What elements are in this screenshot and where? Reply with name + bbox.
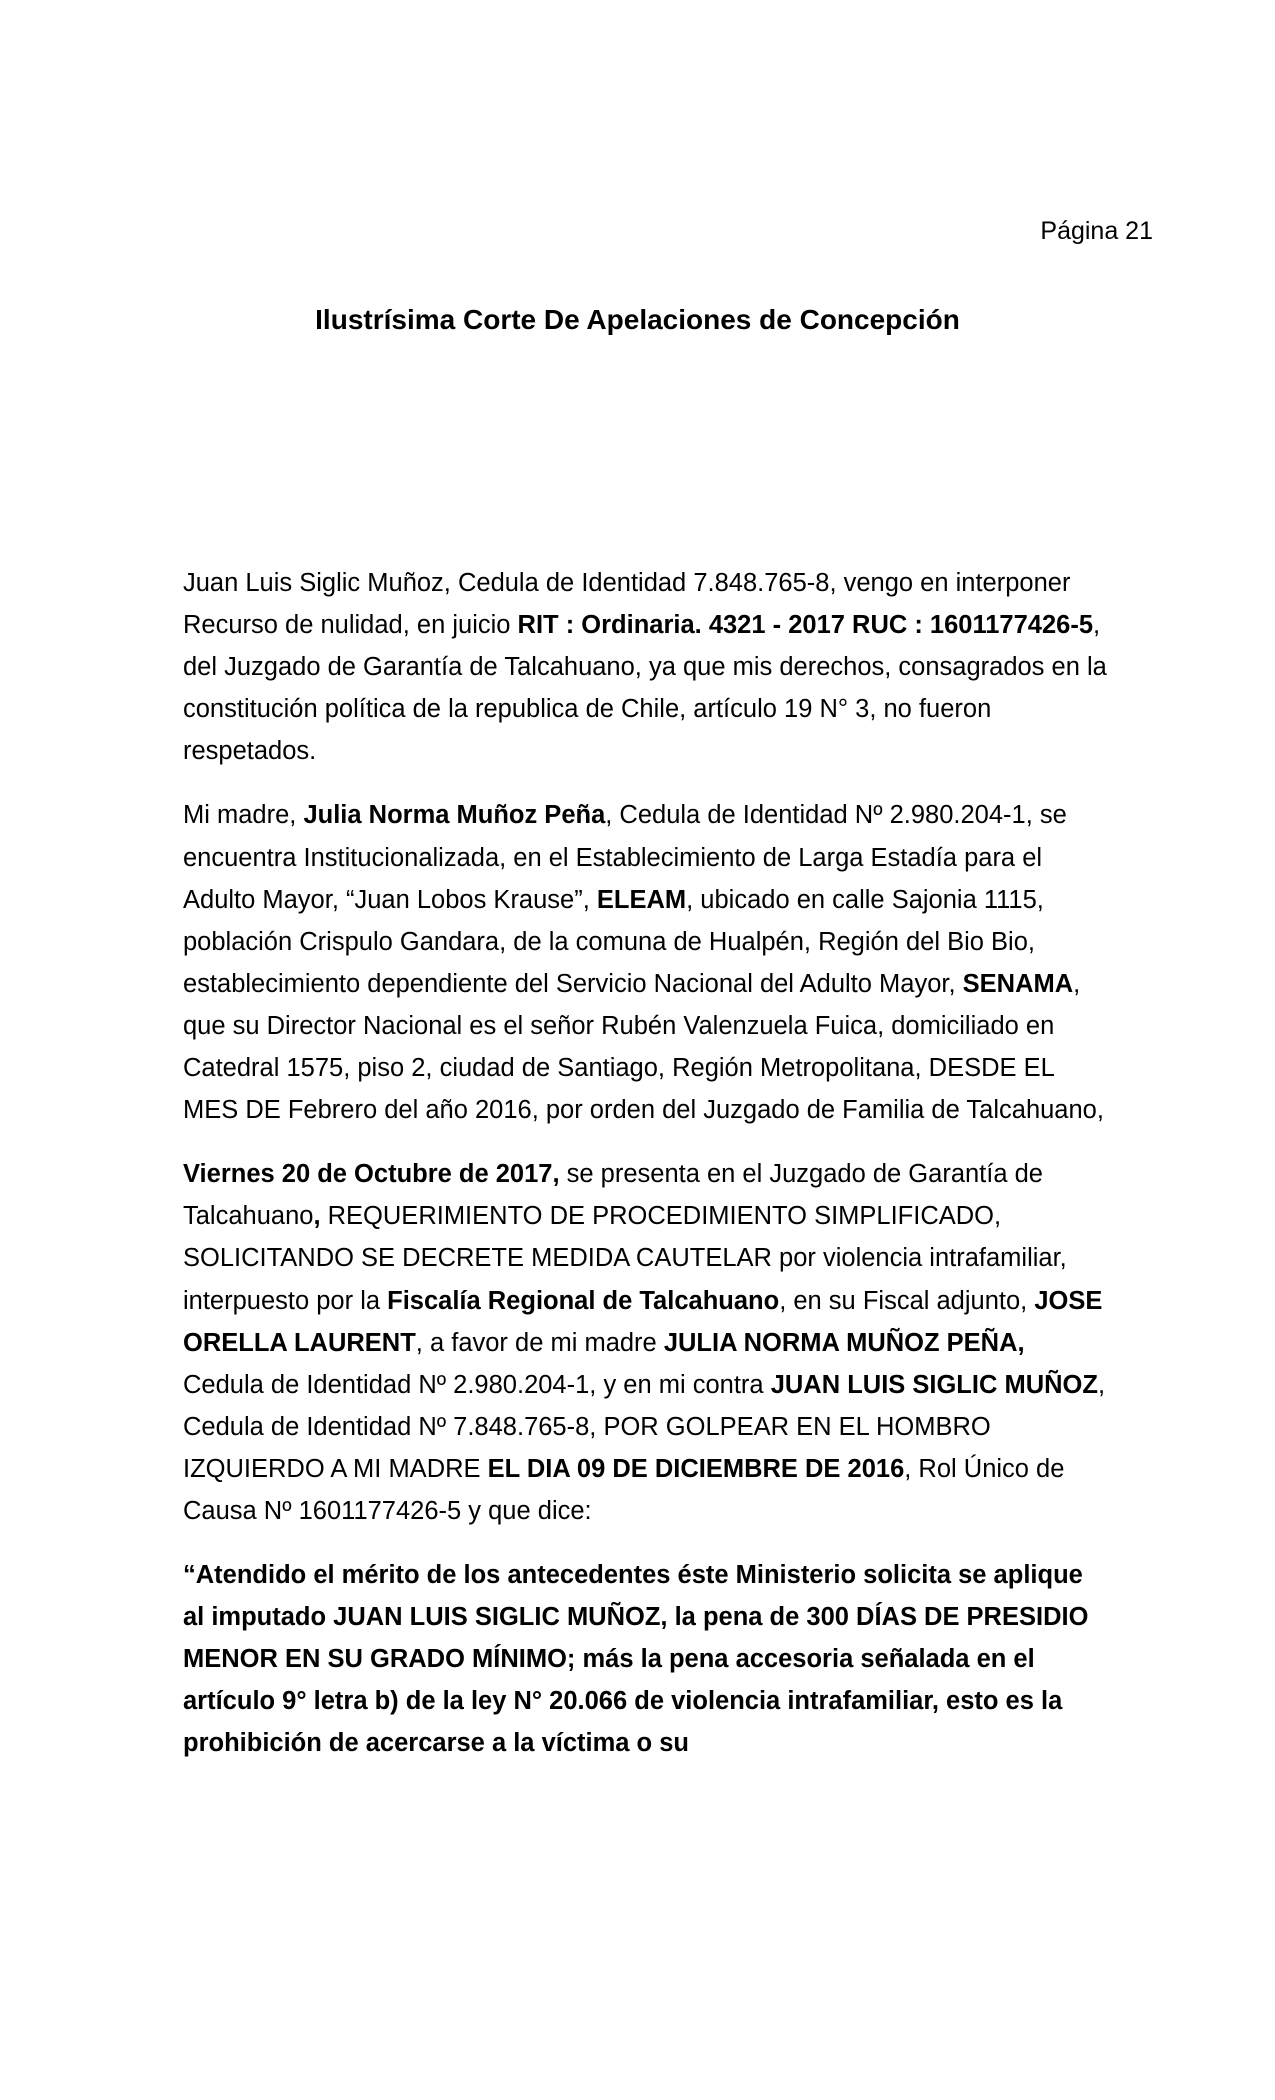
text-segment: , a favor de mi madre bbox=[415, 1328, 664, 1357]
text-segment: , que su Director Nacional es el señor Rubén Valenzuela Fuica, domiciliado en Catedral 1575, piso 2, ciudad de Santiago, Región Metropolitana, DESDE EL MES DE Febrero del año 2016, por orden del Juzgado de Familia de Talcahuano, bbox=[183, 969, 1104, 1125]
text-segment: , ubicado en calle Sajonia 1115, población Crispulo Gandara, de la comuna de Hualpén, Región del Bio Bio, establecimiento dependiente del Servicio Nacional del Adulto Mayor, bbox=[183, 885, 1044, 998]
page-number: Página 21 bbox=[1040, 217, 1153, 245]
text-segment: REQUERIMIENTO DE PROCEDIMIENTO SIMPLIFICADO, SOLICITANDO SE DECRETE MEDIDA CAUTELAR por violencia intrafamiliar, interpuesto por la bbox=[183, 1202, 1067, 1315]
paragraph-requerimiento bbox=[183, 1153, 1108, 1532]
paragraph-recurso bbox=[183, 562, 1108, 772]
bold-name: Julia Norma Muñoz Peña bbox=[303, 801, 606, 830]
text-segment: , Rol Único de Causa Nº 1601177426-5 y que dice: bbox=[183, 1454, 1065, 1525]
bold-acronym: ELEAM bbox=[596, 885, 687, 914]
bold-acronym: SENAMA bbox=[962, 969, 1074, 998]
text-segment: , en su Fiscal adjunto, bbox=[779, 1286, 1035, 1315]
document-body bbox=[183, 562, 1108, 1787]
paragraph-quote: “Atendido el mérito de los antecedentes éste Ministerio solicita se aplique al imputado JUAN LUIS SIGLIC MUÑOZ, la pena de 300 DÍAS DE PRESIDIO MENOR EN SU GRADO MÍNIMO; más la pena accesoria señalada en el artículo 9° letra b) de la ley N° 20.066 de violencia intrafamiliar, esto es la prohibición de acercarse a la víctima o su bbox=[183, 1561, 1089, 1758]
text-segment: , Cedula de Identidad Nº 7.848.765-8, POR GOLPEAR EN EL HOMBRO IZQUIERDO A MI MADRE bbox=[183, 1370, 1106, 1483]
text-segment: , Cedula de Identidad Nº 2.980.204-1, se encuentra Institucionalizada, en el Establecimiento de Larga Estadía para el Adulto Mayor, “Juan Lobos Krause”, bbox=[183, 801, 1067, 914]
text-segment: Cedula de Identidad Nº 2.980.204-1, y en mi contra bbox=[183, 1370, 771, 1399]
bold-name: JOSE ORELLA LAURENT bbox=[183, 1286, 1103, 1357]
text-segment: Mi madre, bbox=[183, 801, 304, 830]
page-title: Ilustrísima Corte De Apelaciones de Concepción bbox=[315, 304, 960, 335]
bold-name: JULIA NORMA MUÑOZ PEÑA, bbox=[663, 1328, 1025, 1357]
text-segment: se presenta en el Juzgado de Garantía de Talcahuano bbox=[183, 1160, 1043, 1231]
bold-name: JUAN LUIS SIGLIC MUÑOZ bbox=[770, 1370, 1098, 1399]
case-identifier: RIT : Ordinaria. 4321 - 2017 RUC : 1601177426-5 bbox=[517, 611, 1094, 640]
paragraph-madre bbox=[183, 794, 1108, 1131]
text-segment: , del Juzgado de Garantía de Talcahuano, ya que mis derechos, consagrados en la constitución política de la republica de Chile, artículo 19 N° 3, no fueron respetados. bbox=[183, 611, 1107, 766]
bold-date: EL DIA 09 DE DICIEMBRE DE 2016 bbox=[487, 1454, 905, 1483]
bold-institution: Fiscalía Regional de Talcahuano bbox=[387, 1286, 780, 1315]
bold-comma: , bbox=[313, 1202, 321, 1231]
bold-date: Viernes 20 de Octubre de 2017, bbox=[183, 1160, 560, 1189]
text-segment: Juan Luis Siglic Muñoz, Cedula de Identidad 7.848.765-8, vengo en interponer Recurso de nulidad, en juicio bbox=[183, 569, 1071, 640]
